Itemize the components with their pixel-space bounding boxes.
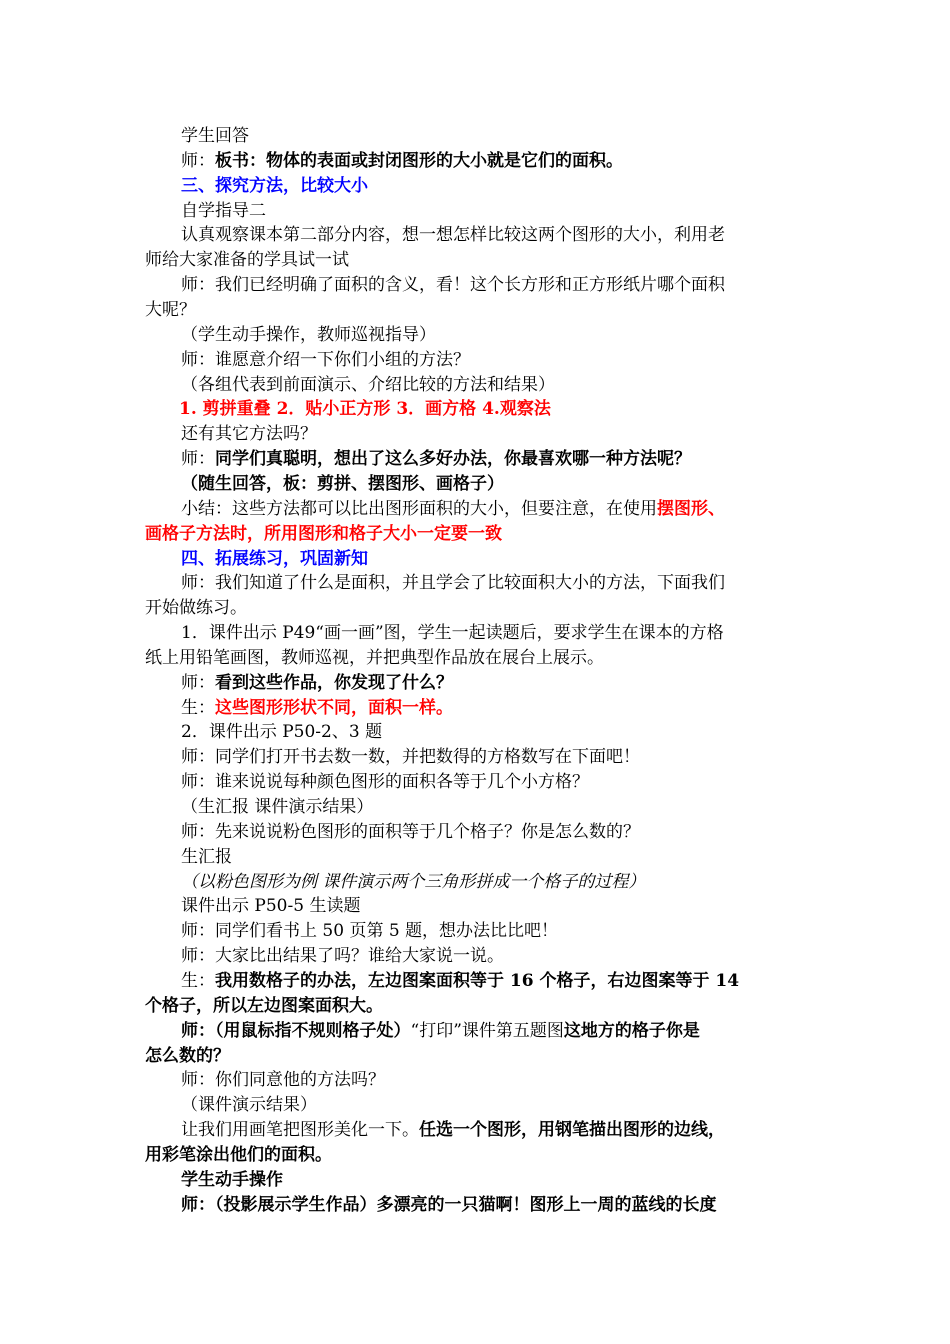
text-segment: 板书：物体的表面或封闭图形的大小就是它们的面积。 (215, 150, 623, 171)
text-line (145, 894, 849, 918)
text-segment: 生汇报 (181, 846, 232, 867)
text-segment: 摆图形、 (657, 498, 725, 519)
text-segment: 三、探究方法，比较大小 (181, 175, 368, 196)
text-segment: 认真观察课本第二部分内容，想一想怎样比较这两个图形的大小，利用老 (181, 225, 725, 246)
text-line (145, 1093, 849, 1117)
text-segment: 自学指导二 (181, 200, 266, 221)
text-segment: 这些图形形状不同，面积一样。 (215, 697, 453, 718)
text-line (145, 745, 849, 769)
text-segment: 师：我们已经明确了面积的含义，看！这个长方形和正方形纸片哪个面积 (181, 275, 725, 296)
text-segment: 课件出示 P50-5 生读题 (181, 896, 361, 917)
text-line (145, 472, 849, 496)
text-segment: 师：（用鼠标指不规则格子处） (181, 1020, 411, 1041)
text-line (145, 323, 849, 347)
text-line (145, 547, 849, 571)
text-segment: 师：你们同意他的方法吗？ (181, 1070, 385, 1091)
text-line (145, 845, 849, 869)
text-line (145, 1193, 849, 1217)
text-line (145, 124, 849, 148)
text-line (145, 1143, 813, 1167)
text-segment: 怎么数的？ (145, 1045, 230, 1066)
text-segment: （各组代表到前面演示、介绍比较的方法和结果） (181, 374, 555, 395)
text-segment: （随生回答，板：剪拼、摆图形、画格子） (181, 473, 504, 494)
text-segment: “打印”课件第五题图 (410, 1020, 564, 1041)
text-line (145, 497, 849, 521)
text-segment: 生： (181, 697, 215, 718)
text-segment: 师： (181, 449, 215, 470)
text-line (145, 273, 849, 297)
text-line (145, 795, 849, 819)
text-segment: 画格子方法时，所用图形和格子大小一定要一致 (145, 523, 502, 544)
text-line (145, 720, 849, 744)
text-line (145, 596, 813, 620)
text-line (145, 1168, 849, 1192)
text-segment: 让我们用画笔把图形美化一下。 (181, 1120, 419, 1140)
text-line (145, 522, 813, 546)
text-line (145, 1019, 849, 1043)
text-segment: 2．课件出示 P50-2、3 题 (181, 722, 383, 743)
text-line (145, 969, 849, 993)
text-line (145, 820, 849, 844)
text-line (145, 248, 813, 272)
text-segment: 师： (181, 150, 215, 171)
text-line (145, 174, 849, 198)
text-segment: 开始做练习。 (145, 598, 247, 619)
text-line (145, 397, 847, 421)
text-line (145, 373, 849, 397)
text-line (145, 1118, 849, 1142)
text-line (145, 994, 813, 1018)
text-segment: 师：大家比出结果了吗？谁给大家说一说。 (181, 946, 504, 967)
text-line (145, 1068, 849, 1092)
text-line (145, 1044, 813, 1068)
text-line (145, 571, 849, 595)
text-segment: 1. 剪拼重叠 2．贴小正方形 3．画方格 4.观察法 (179, 399, 551, 420)
text-segment: 任选一个图形，用钢笔描出图形的边线， (419, 1120, 725, 1140)
text-line (145, 348, 849, 372)
text-line (145, 199, 849, 223)
text-segment: （以粉色图形为例 课件演示两个三角形拼成一个格子的过程） (181, 871, 646, 892)
text-line (145, 944, 849, 968)
text-line (145, 671, 849, 695)
text-segment: 师：同学们看书上 50 页第 5 题，想办法比比吧！ (181, 921, 559, 942)
text-segment: 师：谁来说说每种颜色图形的面积各等于几个小方格？ (181, 772, 589, 793)
text-segment: 生： (181, 970, 215, 991)
text-segment: 用彩笔涂出他们的面积。 (145, 1144, 332, 1165)
text-segment: 师给大家准备的学具试一试 (145, 250, 349, 271)
text-segment: 这地方的格子你是 (563, 1020, 700, 1041)
text-segment: 还有其它方法吗？ (181, 424, 317, 445)
text-segment: 纸上用铅笔画图，教师巡视，并把典型作品放在展台上展示。 (145, 647, 604, 668)
text-line (145, 621, 849, 645)
text-line (145, 422, 849, 446)
text-segment: （学生动手操作，教师巡视指导） (181, 324, 436, 345)
text-segment: 四、拓展练习，巩固新知 (181, 548, 368, 569)
text-segment: （课件演示结果） (181, 1095, 317, 1116)
text-line (145, 223, 849, 247)
text-line (145, 298, 813, 322)
text-line (145, 447, 849, 471)
text-segment: 看到这些作品，你发现了什么？ (215, 672, 453, 693)
text-line (145, 149, 849, 173)
text-segment: 小结：这些方法都可以比出图形面积的大小，但要注意，在使用 (181, 498, 657, 519)
text-line (145, 770, 849, 794)
text-segment: 学生回答 (181, 126, 249, 146)
text-segment: 师： (181, 672, 215, 693)
text-segment: 师：先来说说粉色图形的面积等于几个格子？你是怎么数的？ (181, 821, 640, 842)
text-segment: 我用数格子的办法，左边图案面积等于 16 个格子，右边图案等于 14 (215, 970, 740, 991)
text-line (145, 696, 849, 720)
text-segment: 大呢？ (145, 300, 196, 320)
text-segment: 同学们真聪明，想出了这么多好办法，你最喜欢哪一种方法呢？ (215, 449, 691, 470)
text-line (145, 646, 813, 670)
text-segment: 学生动手操作 (181, 1169, 283, 1190)
text-segment: 师：我们知道了什么是面积，并且学会了比较面积大小的方法，下面我们 (181, 573, 725, 594)
text-segment: 个格子，所以左边图案面积大。 (145, 995, 383, 1016)
text-segment: 师：（投影展示学生作品）多漂亮的一只猫啊！图形上一周的蓝线的长度 (181, 1194, 717, 1215)
text-segment: 师：同学们打开书去数一数，并把数得的方格数写在下面吧！ (181, 747, 640, 768)
text-segment: 1．课件出示 P49“画一画”图，学生一起读题后，要求学生在课本的方格 (181, 623, 724, 643)
text-line (145, 870, 849, 894)
text-segment: （生汇报 课件演示结果） (181, 797, 374, 817)
text-line (145, 919, 849, 943)
text-segment: 师：谁愿意介绍一下你们小组的方法？ (181, 349, 470, 370)
